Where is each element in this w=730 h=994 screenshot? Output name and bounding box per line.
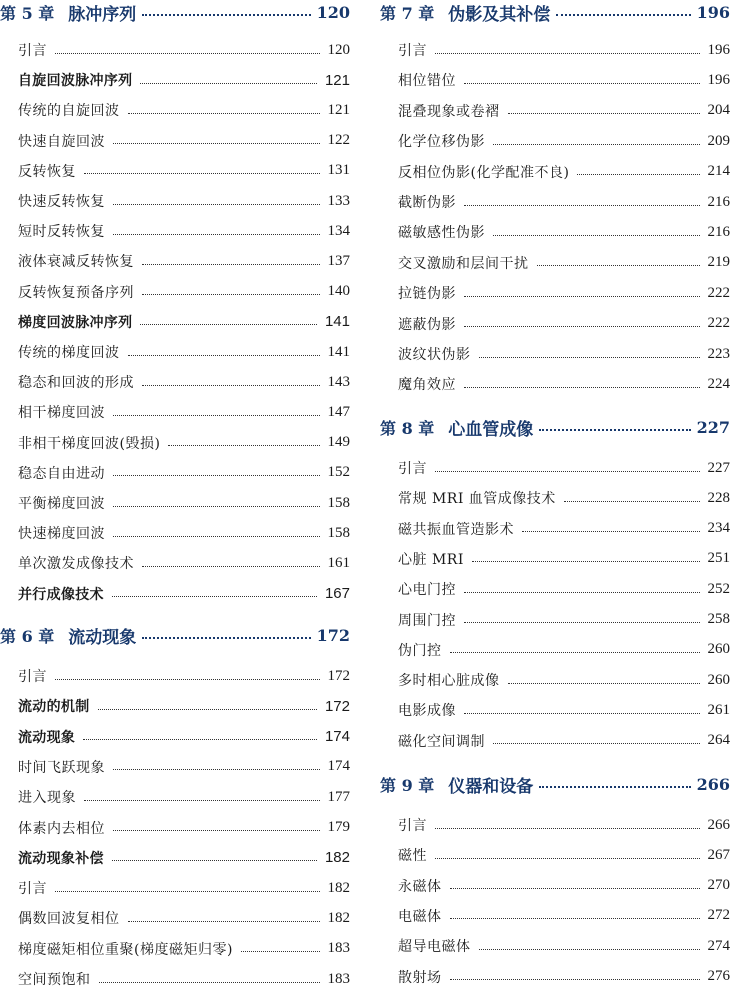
entry-title: 单次激发成像技术 [18, 553, 134, 573]
entry-page-number: 204 [708, 102, 730, 119]
entry-page-number: 147 [328, 404, 351, 421]
chapter-page-number: 227 [697, 418, 730, 437]
toc-subsection-entry[interactable] [18, 458, 350, 488]
entry-title: 并行成像技术 [18, 584, 104, 604]
dot-leader [142, 385, 320, 386]
entry-title: 稳态自由进动 [18, 463, 105, 483]
dot-leader [435, 471, 700, 472]
toc-subsection-entry[interactable] [18, 337, 350, 367]
toc-subsection-entry[interactable] [398, 339, 730, 369]
dot-leader [464, 326, 700, 327]
dot-leader [464, 713, 700, 714]
dot-leader [128, 113, 320, 114]
dot-leader [112, 860, 317, 861]
toc-subsection-entry[interactable] [398, 35, 730, 65]
entry-title: 非相干梯度回波(毁损) [18, 433, 160, 453]
toc-subsection-entry[interactable] [398, 453, 730, 483]
toc-subsection-entry[interactable] [398, 157, 730, 187]
chapter-heading[interactable] [380, 769, 730, 799]
dot-leader [168, 445, 319, 446]
entry-page-number: 216 [708, 194, 730, 211]
dot-leader [450, 888, 700, 889]
entry-title: 心脏 MRI [398, 549, 464, 569]
entry-page-number: 260 [708, 672, 730, 689]
entry-page-number: 196 [708, 42, 730, 59]
entry-page-number: 209 [708, 133, 730, 150]
dot-leader [493, 743, 700, 744]
toc-subsection-entry[interactable] [398, 309, 730, 339]
dot-leader [113, 769, 320, 770]
entry-page-number: 137 [328, 253, 351, 270]
toc-subsection-entry[interactable] [18, 246, 350, 276]
toc-subsection-entry[interactable] [398, 901, 730, 931]
entry-title: 超导电磁体 [398, 936, 471, 956]
chapter-heading[interactable] [380, 0, 730, 27]
dot-leader [464, 83, 700, 84]
entry-page-number: 140 [328, 283, 351, 300]
toc-subsection-entry[interactable] [398, 248, 730, 278]
dot-leader [55, 679, 320, 680]
dot-leader [435, 828, 700, 829]
dot-leader [464, 592, 700, 593]
dot-leader [241, 951, 320, 952]
dot-leader [493, 235, 700, 236]
entry-title: 引言 [398, 40, 427, 60]
toc-subsection-entry[interactable] [18, 367, 350, 397]
entry-title: 多时相心脏成像 [398, 670, 500, 690]
toc-subsection-entry[interactable] [18, 216, 350, 246]
entry-page-number: 172 [325, 698, 350, 715]
entry-title: 流动的机制 [18, 696, 90, 716]
entry-page-number: 167 [325, 585, 350, 602]
entry-page-number: 152 [328, 464, 351, 481]
dot-leader [113, 143, 320, 144]
dot-leader [84, 800, 320, 801]
toc-subsection-entry[interactable] [398, 369, 730, 399]
entry-page-number: 214 [708, 163, 730, 180]
toc-subsection-entry[interactable] [398, 278, 730, 308]
entry-page-number: 179 [328, 819, 351, 836]
entry-page-number: 121 [328, 102, 351, 119]
dot-leader [142, 294, 320, 295]
dot-leader [84, 173, 320, 174]
dot-leader [479, 949, 700, 950]
entry-page-number: 261 [708, 702, 730, 719]
dot-leader [508, 113, 700, 114]
entry-page-number: 234 [708, 520, 730, 537]
entry-page-number: 120 [328, 42, 351, 59]
dot-leader [142, 14, 310, 16]
entry-title: 电磁体 [398, 906, 442, 926]
entry-page-number: 196 [708, 72, 730, 89]
entry-title: 磁共振血管造影术 [398, 519, 514, 539]
toc-subsection-entry[interactable] [398, 574, 730, 604]
dot-leader [479, 357, 700, 358]
entry-title: 平衡梯度回波 [18, 493, 105, 513]
entry-page-number: 177 [328, 789, 351, 806]
entry-page-number: 131 [328, 162, 351, 179]
entry-title: 液体衰减反转恢复 [18, 251, 134, 271]
entry-title: 流动现象补偿 [18, 848, 104, 868]
entry-title: 波纹状伪影 [398, 344, 471, 364]
toc-subsection-entry[interactable] [18, 752, 350, 782]
toc-subsection-entry[interactable] [18, 277, 350, 307]
chapter-number: 第 6 章 [0, 624, 54, 647]
dot-leader [464, 387, 700, 388]
entry-title: 相干梯度回波 [18, 402, 105, 422]
entry-page-number: 183 [328, 940, 351, 957]
toc-subsection-entry[interactable] [398, 840, 730, 870]
toc-subsection-entry[interactable] [18, 95, 350, 125]
dot-leader [113, 415, 320, 416]
entry-page-number: 219 [708, 254, 730, 271]
toc-subsection-entry[interactable] [18, 35, 350, 65]
entry-title: 流动现象 [18, 727, 75, 747]
entry-page-number: 149 [328, 434, 351, 451]
dot-leader [98, 709, 317, 710]
entry-page-number: 172 [328, 668, 351, 685]
chapter-title: 伪影及其补偿 [448, 0, 550, 25]
entry-title: 遮蔽伪影 [398, 314, 456, 334]
entry-page-number: 267 [708, 847, 730, 864]
entry-title: 散射场 [398, 967, 442, 987]
entry-title: 传统的自旋回波 [18, 100, 120, 120]
dot-leader [464, 296, 700, 297]
toc-subsection-entry[interactable] [398, 665, 730, 695]
entry-title: 拉链伪影 [398, 283, 456, 303]
entry-title: 周围门控 [398, 610, 456, 630]
toc-subsection-entry[interactable] [398, 605, 730, 635]
toc-section-entry[interactable] [18, 691, 350, 721]
entry-title: 磁性 [398, 845, 427, 865]
toc-subsection-entry[interactable] [398, 544, 730, 574]
entry-page-number: 228 [708, 490, 730, 507]
entry-title: 伪门控 [398, 640, 442, 660]
entry-title: 空间预饱和 [18, 969, 91, 989]
entry-title: 常规 MRI 血管成像技术 [398, 488, 556, 508]
dot-leader [142, 264, 320, 265]
toc-subsection-entry[interactable] [398, 126, 730, 156]
entry-page-number: 158 [328, 525, 351, 542]
toc-subsection-entry[interactable] [18, 964, 350, 994]
entry-title: 快速自旋回波 [18, 131, 105, 151]
entry-title: 反相位伪影(化学配准不良) [398, 162, 569, 182]
toc-subsection-entry[interactable] [18, 934, 350, 964]
toc-section-entry[interactable] [18, 843, 350, 873]
dot-leader [55, 891, 320, 892]
entry-page-number: 266 [708, 817, 730, 834]
entry-page-number: 222 [708, 285, 730, 302]
entry-page-number: 158 [328, 495, 351, 512]
entry-title: 化学位移伪影 [398, 131, 485, 151]
toc-subsection-entry[interactable] [18, 428, 350, 458]
entry-page-number: 272 [708, 907, 730, 924]
toc-section-entry[interactable] [18, 65, 350, 95]
toc-section-entry[interactable] [18, 579, 350, 609]
entry-title: 快速反转恢复 [18, 191, 105, 211]
toc-subsection-entry[interactable] [18, 518, 350, 548]
chapter-heading[interactable] [380, 412, 730, 442]
entry-page-number: 270 [708, 877, 730, 894]
dot-leader [140, 83, 317, 84]
entry-title: 永磁体 [398, 876, 442, 896]
entry-page-number: 216 [708, 224, 730, 241]
entry-title: 心电门控 [398, 579, 456, 599]
dot-leader [113, 234, 320, 235]
entry-page-number: 276 [708, 968, 730, 985]
entry-page-number: 161 [328, 555, 351, 572]
entry-title: 反转恢复预备序列 [18, 282, 134, 302]
dot-leader [539, 429, 690, 431]
entry-page-number: 274 [708, 938, 730, 955]
entry-page-number: 133 [328, 193, 351, 210]
toc-subsection-entry[interactable] [18, 661, 350, 691]
toc-subsection-entry[interactable] [398, 695, 730, 725]
entry-title: 稳态和回波的形成 [18, 372, 134, 392]
entry-page-number: 223 [708, 346, 730, 363]
toc-subsection-entry[interactable] [18, 782, 350, 812]
chapter-page-number: 172 [317, 626, 350, 645]
dot-leader [472, 561, 700, 562]
chapter-title: 流动现象 [68, 623, 136, 648]
dot-leader [113, 536, 320, 537]
entry-page-number: 183 [328, 971, 351, 988]
toc-subsection-entry[interactable] [398, 962, 730, 992]
chapter-heading[interactable] [0, 620, 350, 650]
entry-title: 电影成像 [398, 700, 456, 720]
entry-title: 磁化空间调制 [398, 731, 485, 751]
chapter-title: 仪器和设备 [448, 772, 533, 797]
toc-subsection-entry[interactable] [18, 903, 350, 933]
dot-leader [508, 683, 700, 684]
entry-title: 梯度回波脉冲序列 [18, 312, 132, 332]
entry-title: 体素内去相位 [18, 818, 105, 838]
entry-page-number: 252 [708, 581, 730, 598]
entry-title: 梯度磁矩相位重聚(梯度磁矩归零) [18, 939, 233, 959]
toc-subsection-entry[interactable] [398, 187, 730, 217]
entry-title: 反转恢复 [18, 161, 76, 181]
toc-subsection-entry[interactable] [18, 813, 350, 843]
dot-leader [435, 858, 700, 859]
dot-leader [450, 918, 700, 919]
dot-leader [140, 324, 317, 325]
entry-title: 引言 [18, 666, 47, 686]
toc-subsection-entry[interactable] [398, 65, 730, 95]
dot-leader [128, 355, 320, 356]
entry-title: 快速梯度回波 [18, 523, 105, 543]
entry-page-number: 182 [328, 880, 351, 897]
entry-title: 引言 [18, 40, 47, 60]
chapter-number: 第 9 章 [380, 773, 434, 796]
entry-title: 引言 [18, 878, 47, 898]
toc-subsection-entry[interactable] [18, 548, 350, 578]
dot-leader [128, 921, 320, 922]
entry-page-number: 121 [325, 72, 350, 89]
chapter-number: 第 5 章 [0, 1, 54, 24]
entry-page-number: 122 [328, 132, 351, 149]
dot-leader [113, 204, 320, 205]
dot-leader [435, 53, 700, 54]
entry-title: 传统的梯度回波 [18, 342, 120, 362]
entry-title: 交叉激励和层间干扰 [398, 253, 529, 273]
dot-leader [142, 637, 310, 639]
chapter-page-number: 120 [317, 3, 350, 22]
chapter-page-number: 266 [697, 775, 730, 794]
entry-title: 引言 [398, 815, 427, 835]
toc-subsection-entry[interactable] [398, 871, 730, 901]
entry-title: 截断伪影 [398, 192, 456, 212]
dot-leader [113, 830, 320, 831]
chapter-page-number: 196 [697, 3, 730, 22]
toc-subsection-entry[interactable] [18, 186, 350, 216]
dot-leader [464, 205, 700, 206]
toc-subsection-entry[interactable] [398, 514, 730, 544]
entry-title: 相位错位 [398, 70, 456, 90]
entry-page-number: 182 [328, 910, 351, 927]
entry-page-number: 141 [328, 344, 351, 361]
toc-subsection-entry[interactable] [398, 931, 730, 961]
entry-title: 时间飞跃现象 [18, 757, 105, 777]
entry-page-number: 222 [708, 315, 730, 332]
toc-subsection-entry[interactable] [18, 156, 350, 186]
entry-page-number: 143 [328, 374, 351, 391]
entry-title: 自旋回波脉冲序列 [18, 70, 132, 90]
dot-leader [113, 506, 320, 507]
dot-leader [55, 53, 320, 54]
toc-subsection-entry[interactable] [398, 217, 730, 247]
dot-leader [556, 14, 690, 16]
dot-leader [493, 144, 700, 145]
toc-subsection-entry[interactable] [398, 726, 730, 756]
entry-title: 磁敏感性伪影 [398, 222, 485, 242]
dot-leader [83, 739, 317, 740]
entry-page-number: 251 [708, 550, 730, 567]
toc-subsection-entry[interactable] [18, 873, 350, 903]
entry-page-number: 224 [708, 376, 730, 393]
toc-subsection-entry[interactable] [18, 488, 350, 518]
entry-title: 偶数回波复相位 [18, 908, 120, 928]
dot-leader [577, 174, 699, 175]
entry-title: 进入现象 [18, 787, 76, 807]
entry-title: 引言 [398, 458, 427, 478]
chapter-heading[interactable] [0, 0, 350, 27]
chapter-number: 第 8 章 [380, 416, 434, 439]
entry-page-number: 174 [325, 728, 350, 745]
dot-leader [142, 566, 320, 567]
dot-leader [113, 475, 320, 476]
toc-subsection-entry[interactable] [18, 126, 350, 156]
toc-section-entry[interactable] [18, 722, 350, 752]
dot-leader [450, 652, 700, 653]
dot-leader [537, 265, 700, 266]
chapter-title: 心血管成像 [448, 415, 533, 440]
entry-page-number: 264 [708, 732, 730, 749]
dot-leader [99, 982, 320, 983]
entry-page-number: 227 [708, 460, 730, 477]
dot-leader [564, 501, 700, 502]
dot-leader [450, 979, 700, 980]
dot-leader [112, 596, 317, 597]
dot-leader [539, 786, 690, 788]
entry-page-number: 258 [708, 611, 730, 628]
entry-page-number: 141 [325, 313, 350, 330]
entry-title: 短时反转恢复 [18, 221, 105, 241]
chapter-title: 脉冲序列 [68, 0, 136, 25]
toc-subsection-entry[interactable] [398, 96, 730, 126]
dot-leader [464, 622, 700, 623]
chapter-number: 第 7 章 [380, 1, 434, 24]
entry-page-number: 260 [708, 641, 730, 658]
toc-subsection-entry[interactable] [398, 483, 730, 513]
entry-page-number: 134 [328, 223, 351, 240]
entry-title: 混叠现象或卷褶 [398, 101, 500, 121]
toc-section-entry[interactable] [18, 307, 350, 337]
toc-subsection-entry[interactable] [18, 397, 350, 427]
toc-subsection-entry[interactable] [398, 635, 730, 665]
toc-subsection-entry[interactable] [398, 810, 730, 840]
entry-title: 魔角效应 [398, 374, 456, 394]
entry-page-number: 174 [328, 758, 351, 775]
entry-page-number: 182 [325, 849, 350, 866]
dot-leader [522, 531, 700, 532]
